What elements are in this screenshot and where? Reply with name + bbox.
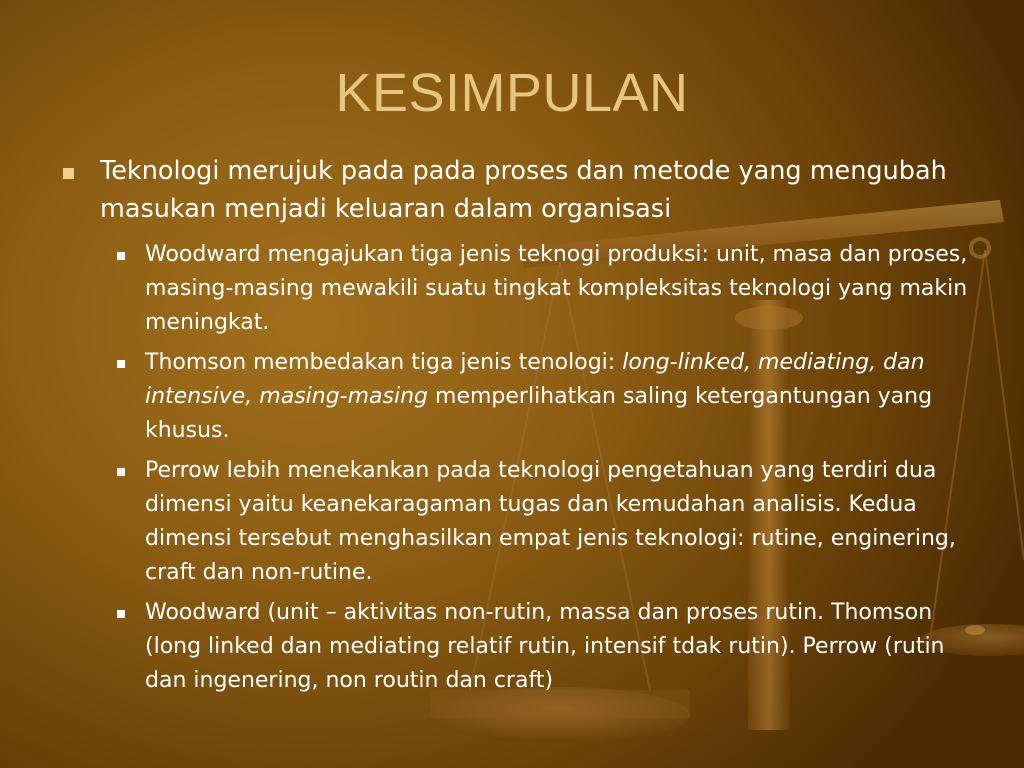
sub-point-item xyxy=(145,346,975,448)
square-bullet-icon xyxy=(63,168,74,179)
sub-point-item xyxy=(145,596,975,698)
main-point-text: Teknologi merujuk pada pada proses dan metode yang mengubah masukan menjadi keluaran dalam organisasi xyxy=(100,156,947,224)
sub-point-text-italic: long-linked, mediating, dan intensive, masing-masing xyxy=(145,350,925,409)
square-bullet-icon xyxy=(117,468,125,476)
slide-title: KESIMPULAN xyxy=(335,63,689,123)
sub-point-item xyxy=(145,454,975,590)
square-bullet-icon xyxy=(117,360,125,368)
sub-point-list xyxy=(145,238,975,704)
sub-point-text: Perrow lebih menekankan pada teknologi pengetahuan yang terdiri dua dimensi yaitu keanekaragaman tugas dan kemudahan analisis. Kedua dimensi tersebut menghasilkan empat jenis teknologi: rutine, enginering, craft dan non-rutine. xyxy=(145,458,956,585)
sub-point-text: Woodward (unit – aktivitas non-rutin, massa dan proses rutin. Thomson (long linked dan mediating relatif rutin, intensif tdak rutin). Perrow (rutin dan ingenering, non routin dan craft) xyxy=(145,600,945,693)
sub-point-text: Woodward mengajukan tiga jenis teknogi produksi: unit, masa dan proses, masing-masing mewakili suatu tingkat kompleksitas teknologi yang makin meningkat. xyxy=(145,242,968,335)
square-bullet-icon xyxy=(117,610,125,618)
sub-point-item xyxy=(145,238,975,340)
sub-point-text-suffix: memperlihatkan saling ketergantungan yang khusus. xyxy=(145,384,933,443)
square-bullet-icon xyxy=(117,252,125,260)
sub-point-text-prefix: Thomson membedakan tiga jenis tenologi: xyxy=(145,350,623,375)
